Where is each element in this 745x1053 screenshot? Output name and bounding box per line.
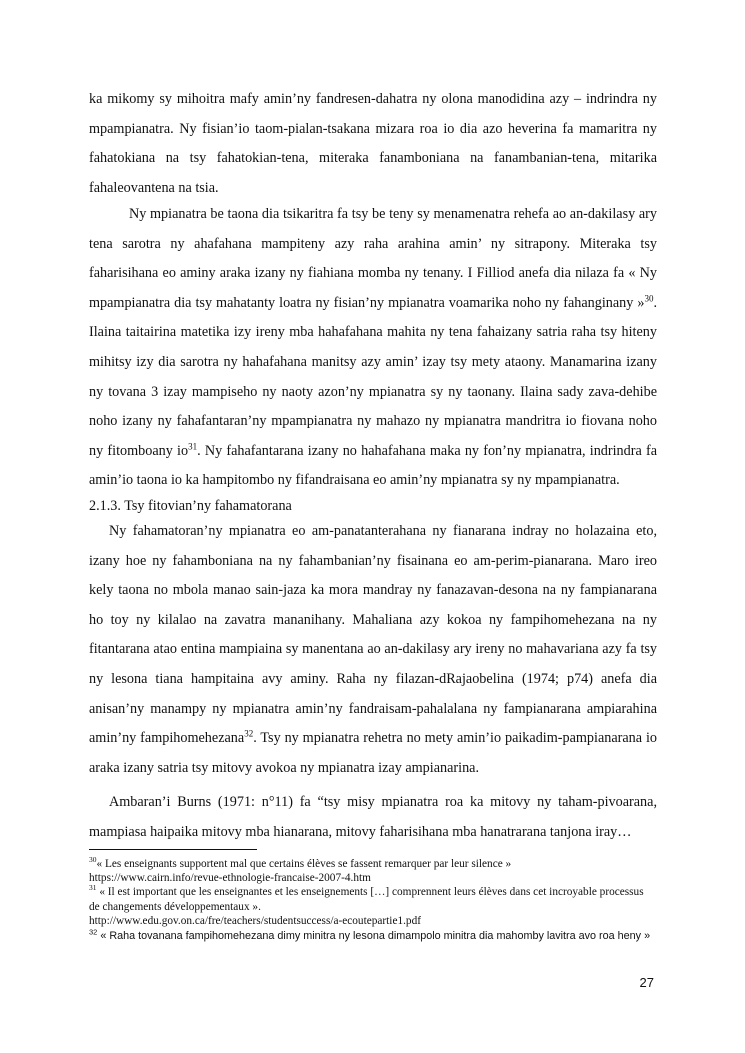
footnote-ref[interactable]: 30 bbox=[644, 293, 654, 304]
paragraph: Ambaran’i Burns (1971: n°11) fa “tsy misy mpianatra roa ka mitovy ny taham-pivoarana, mampiasa haipaika mitovy mba hianarana, mitovy faharisihana mba hanatrarana tanjona iray… bbox=[89, 794, 657, 840]
footnote-url[interactable]: http://www.edu.gov.on.ca/fre/teachers/studentsuccess/a-ecoutepartie1.pdf bbox=[89, 914, 421, 927]
paragraph bbox=[89, 200, 657, 496]
footnote bbox=[89, 857, 657, 885]
footnote-url[interactable]: https://www.cairn.info/revue-ethnologie-francaise-2007-4.htm bbox=[89, 872, 371, 885]
paragraph-text: Ny fahamatoran’ny mpianatra eo am-panatanterahana ny fianarana indray no holazaina eto, izany hoe ny fahamboniana na ny fahambanian’ny fisainana eo am-perim-pianarana. Maro ireo kely taona no mbola manao sain-jaza ka mora mandray ny fanazavan-desona na ny fampianarana ho toy ny kilalao na zavatra mananihany. Mahaliana azy kokoa ny fampihomehezana na ny fitantarana atao entina mampiaina sy manentana ao an-dakilasy ary ireny no mahavariana azy fa tsy ny lesona tiana hampitaina avy aminy. Raha ny filazan-dRajaobelina (1974; p74) anefa dia anisan’ny manampy ny mpianatra amin’ny fandraisam-pahalalana ny fampianarana ampiarahina amin’ny fampihomehezana bbox=[89, 523, 657, 747]
paragraph bbox=[89, 517, 657, 783]
paragraph-text: Ny mpianatra be taona dia tsikaritra fa tsy be teny sy menamenatra rehefa ao an-dakilasy ary tena sarotra ny ahafahana mampiteny azy raha arahina amin’ ny sitrapony. Miteraka tsy faharisihana eo aminy araka izany ny fiahiana momba ny tenany. I Filliod anefa dia nilaza fa « Ny mpampianatra dia tsy mahatanty loatra ny fisian’ny mpianatra voamarika noho ny fahanginany » bbox=[89, 206, 657, 311]
footnote-ref[interactable]: 31 bbox=[188, 441, 198, 452]
footnote bbox=[89, 885, 657, 928]
paragraph-text: . Ny fahafantarana izany no hahafahana maka ny fon’ny mpianatra, indrindra fa amin’io taona io ka hampitombo ny fifandraisana eo amin’ny mpianatra sy ny mpampianatra. bbox=[89, 442, 657, 489]
footnote-ref[interactable]: 32 bbox=[244, 728, 254, 739]
footnote-number: 31 bbox=[89, 883, 97, 893]
paragraph: ka mikomy sy mihoitra mafy amin’ny fandresen-dahatra ny olona manodidina azy – indrindra ny mpampianatra. Ny fisian’io taom-pialan-tsakana mizara roa io dia azo heverina fa mamaritra ny fahatokiana na tsy fahatokian-tena, miteraka fanamboniana na fanambanian-tena, mitarika fahaleovantena na tsia. bbox=[89, 91, 657, 196]
footnote-text: « Raha tovanana fampihomehezana dimy minitra ny lesona dimampolo minitra dia mahomby lavitra avo roa heny » bbox=[97, 930, 651, 943]
footnote-number: 30 bbox=[89, 855, 97, 865]
footnote-divider bbox=[89, 849, 257, 850]
page-number: 27 bbox=[639, 975, 654, 990]
footnotes bbox=[89, 857, 657, 944]
footnote bbox=[89, 928, 657, 944]
footnote-number: 32 bbox=[89, 927, 98, 937]
footnote-text: « Il est important que les enseignantes et les enseignements […] comprennent leurs élèves dans cet incroyable processus de changements développementaux ». bbox=[89, 886, 644, 913]
paragraph-text: . Tsy ny mpianatra rehetra no mety amin’io paikadim-pampianarana io araka izany satria tsy mitovy avokoa ny mpianatra izay ampianarina. bbox=[89, 730, 657, 776]
paragraph-text: . Ilaina taitairina matetika izy ireny mba hahafahana mahita ny tena fahaizany satria raha tsy hiteny mihitsy izy dia sarotra ny hahafahana manitsy azy amin’ izay tsy mety ataony. Manamarina izany ny tovana 3 izay mampiseho ny naoty azon’ny mpianatra sy ny taonany. Ilaina sady zava-dehibe noho izany ny fahafantaran’ny mpampianatra ny mahazo ny mpianatra mandritra io fiovana noho ny fitomboany io bbox=[89, 294, 657, 459]
footnote-text: « Les enseignants supportent mal que certains élèves se fassent remarquer par leur silence » bbox=[96, 858, 512, 870]
section-heading: 2.1.3. Tsy fitovian’ny fahamatorana bbox=[89, 498, 292, 514]
